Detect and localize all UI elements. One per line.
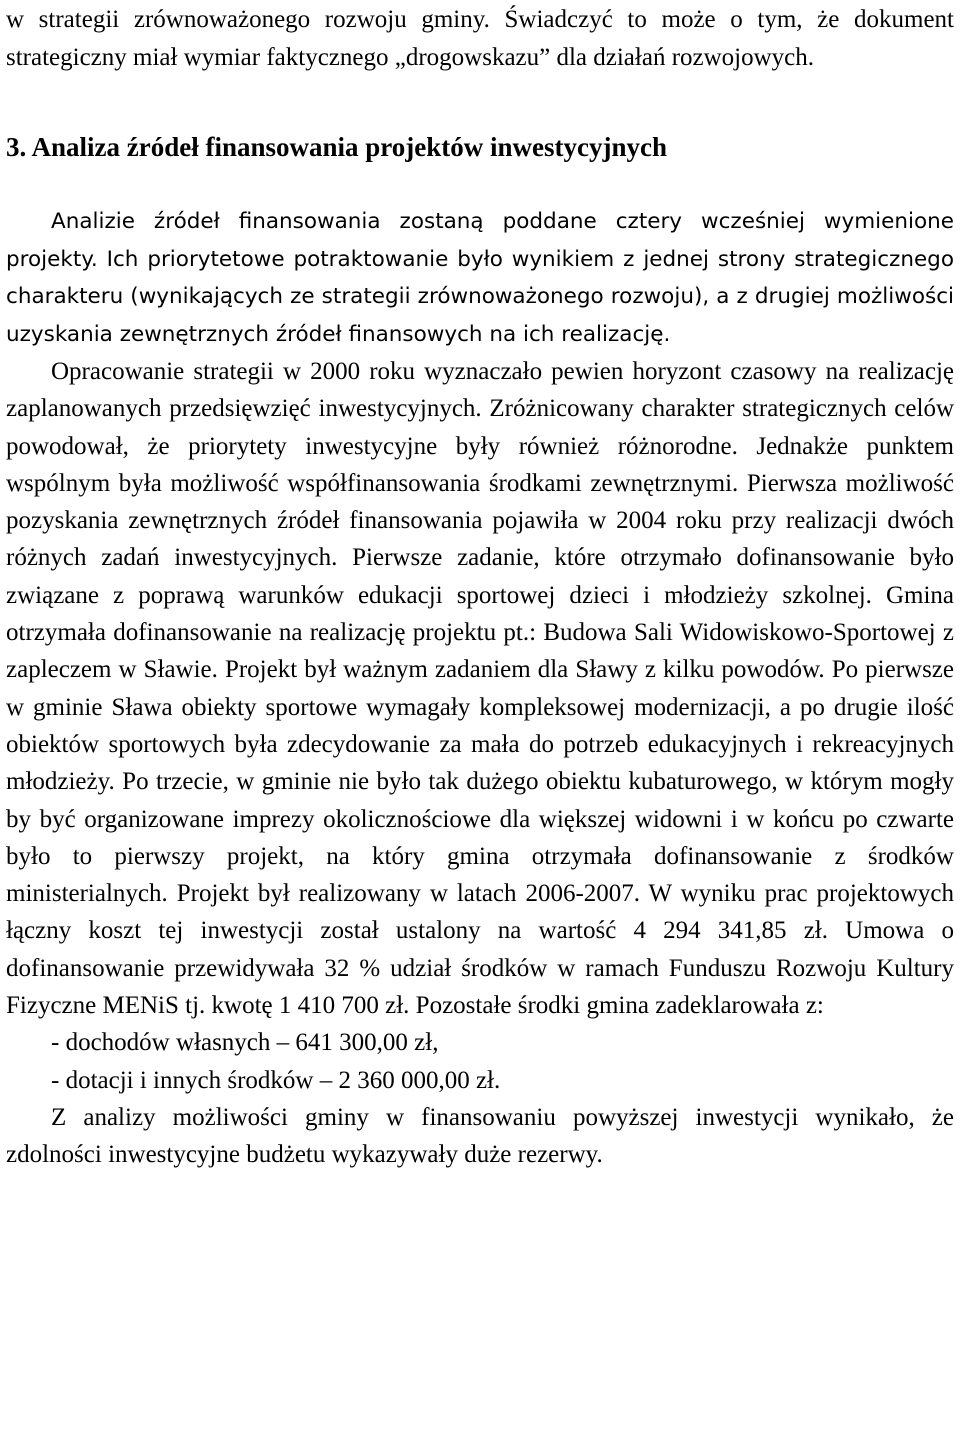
paragraph-strategy: Opracowanie strategii w 2000 roku wyznaczało pewien horyzont czasowy na realizację zaplanowanych przedsięwzięć inwestycyjnych. Zróżnicowany charakter strategicznych celów powodował, że priorytety inwestycyjne były również różnorodne. Jednakże punktem wspólnym była możliwość współfinansowania środkami zewnętrznymi. Pierwsza możliwość pozyskania zewnętrznych źródeł finansowania pojawiła w 2004 roku przy realizacji dwóch różnych zadań inwestycyjnych. Pierwsze zadanie, które otrzymało dofinansowanie było związane z poprawą warunków edukacji sportowej dzieci i młodzieży szkolnej. Gmina otrzymała dofinansowanie na realizację projektu pt.: Budowa Sali Widowiskowo-Sportowej z zapleczem w Sławie. Projekt był ważnym zadaniem dla Sławy z kilku powodów. Po pierwsze w gminie Sława obiekty sportowe wymagały kompleksowej modernizacji, a po drugie ilość obiektów sportowych była zdecydowanie za mała do potrzeb edukacyjnych i rekreacyjnych młodzieży. Po trzecie, w gminie nie było tak dużego obiektu kubaturowego, w którym mogły by być organizowane imprezy okolicznościowe dla większej widowni i w końcu po czwarte było to pierwszy projekt, na który gmina otrzymała dofinansowanie z środków ministerialnych. Projekt był realizowany w latach 2006-2007. W wyniku prac projektowych łączny koszt tej inwestycji został ustalony na wartość 4 294 341,85 zł. Umowa o dofinansowanie przewidywała 32 % udział środków w ramach Funduszu Rozwoju Kultury Fizyczne MENiS tj. kwotę 1 410 700 zł. Pozostałe środki gmina zadeklarowała z: [6,358,954,1020]
section-heading: 3. Analiza źródeł finansowania projektów inwestycyjnych [6,132,668,162]
list-item: - dotacji i innych środków – 2 360 000,00 zł. [51,1066,501,1094]
paragraph-funding-sources: Analizie źródeł finansowania zostaną poddane cztery wcześniej wymienione projekty. Ich priorytetowe potraktowanie było wynikiem z jednej strony strategicznego charakteru (wynikających ze strategii zrównoważonego rozwoju), a z drugiej możliwości uzyskania zewnętrznych źródeł finansowych na ich realizację. [6,209,954,347]
funding-list [6,1024,954,1099]
list-item: - dochodów własnych – 641 300,00 zł, [51,1029,439,1057]
document-page [6,0,954,1174]
intro-paragraph: w strategii zrównoważonego rozwoju gminy. Świadczyć to może o tym, że dokument strategiczny miał wymiar faktycznego „drogowskazu” dla działań rozwojowych. [6,6,954,71]
paragraph-conclusion: Z analizy możliwości gminy w finansowaniu powyższej inwestycji wynikało, że zdolności inwestycyjne budżetu wykazywały duże rezerwy. [6,1103,954,1169]
